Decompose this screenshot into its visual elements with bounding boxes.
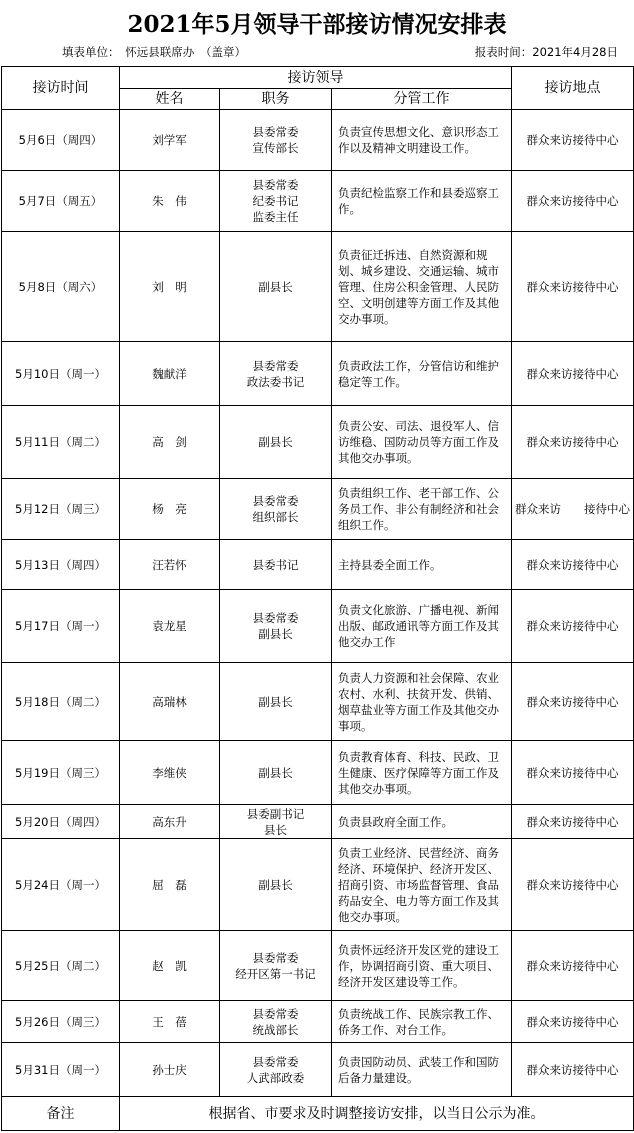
cell-date: 5月8日（周六） (2, 232, 120, 342)
table-row (2, 839, 634, 931)
cell-date: 5月12日（周三） (2, 479, 120, 540)
cell-work: 负责纪检监察工作和县委巡察工作。 (332, 171, 512, 232)
cell-date: 5月25日（周二） (2, 931, 120, 1001)
cell-name: 高瑞林 (120, 663, 220, 741)
cell-place: 群众来访接待中心 (512, 741, 634, 805)
table-row (2, 663, 634, 741)
cell-date: 5月24日（周一） (2, 839, 120, 931)
cell-position: 副县长 (220, 741, 332, 805)
note-label: 备注 (2, 1097, 120, 1131)
table-row (2, 342, 634, 406)
header-place: 接访地点 (512, 67, 634, 110)
cell-work: 负责工业经济、民营经济、商务经济、环境保护、经济开发区、招商引资、市场监督管理、食品药品安全、电力等方面工作及其他交办事项。 (332, 839, 512, 931)
table-row (2, 406, 634, 479)
cell-date: 5月6日（周四） (2, 110, 120, 171)
cell-work: 负责征迁拆违、自然资源和规划、城乡建设、交通运输、城市管理、住房公积金管理、人民防空、文明创建等方面工作及其他交办事项。 (332, 232, 512, 342)
cell-name: 高 剑 (120, 406, 220, 479)
cell-date: 5月31日（周一） (2, 1043, 120, 1097)
table-row (2, 741, 634, 805)
cell-name: 袁龙星 (120, 590, 220, 663)
cell-name: 高东升 (120, 805, 220, 839)
cell-place: 群众来访接待中心 (512, 232, 634, 342)
schedule-body (2, 110, 634, 1131)
cell-name: 魏献洋 (120, 342, 220, 406)
cell-place: 群众来访接待中心 (512, 1001, 634, 1043)
cell-name: 赵 凯 (120, 931, 220, 1001)
cell-work: 负责公安、司法、退役军人、信访维稳、国防动员等方面工作及其他交办事项。 (332, 406, 512, 479)
cell-name: 朱 伟 (120, 171, 220, 232)
cell-place: 群众来访接待中心 (512, 406, 634, 479)
cell-position: 县委常委 统战部长 (220, 1001, 332, 1043)
header-leader-group: 接访领导 (120, 67, 512, 89)
cell-date: 5月13日（周四） (2, 540, 120, 590)
cell-name: 屈 磊 (120, 839, 220, 931)
cell-position: 县委副书记 县长 (220, 805, 332, 839)
header-time: 接访时间 (2, 67, 120, 110)
cell-date: 5月7日（周五） (2, 171, 120, 232)
cell-name: 刘 明 (120, 232, 220, 342)
header-name: 姓名 (120, 89, 220, 110)
cell-date: 5月11日（周二） (2, 406, 120, 479)
page-title: 2021年5月领导干部接访情况安排表 (127, 11, 507, 38)
header-position: 职务 (220, 89, 332, 110)
cell-work: 负责教育体育、科技、民政、卫生健康、医疗保障等方面工作及其他交办事项。 (332, 741, 512, 805)
cell-position: 县委常委 组织部长 (220, 479, 332, 540)
cell-date: 5月20日（周四） (2, 805, 120, 839)
cell-work: 负责政法工作，分管信访和维护稳定等工作。 (332, 342, 512, 406)
cell-place: 群众来访接待中心 (512, 663, 634, 741)
cell-work: 负责统战工作、民族宗教工作、侨务工作、对台工作。 (332, 1001, 512, 1043)
table-row (2, 931, 634, 1001)
cell-position: 县委常委 宣传部长 (220, 110, 332, 171)
cell-name: 杨 亮 (120, 479, 220, 540)
fill-unit: 填表单位： 怀远县联席办 （盖章） (62, 45, 246, 59)
cell-name: 刘学军 (120, 110, 220, 171)
cell-name: 汪若怀 (120, 540, 220, 590)
cell-work: 负责文化旅游、广播电视、新闻出版、邮政通讯等方面工作及其他交办工作 (332, 590, 512, 663)
cell-date: 5月19日（周三） (2, 741, 120, 805)
schedule-table (1, 66, 634, 1131)
cell-position: 副县长 (220, 663, 332, 741)
cell-place: 群众来访接待中心 (512, 805, 634, 839)
cell-work: 负责宣传思想文化、意识形态工作以及精神文明建设工作。 (332, 110, 512, 171)
cell-position: 副县长 (220, 406, 332, 479)
table-row (2, 232, 634, 342)
cell-work: 负责人力资源和社会保障、农业农村、水利、扶贫开发、供销、烟草盐业等方面工作及其他交办事项。 (332, 663, 512, 741)
cell-date: 5月10日（周一） (2, 342, 120, 406)
cell-place: 群众来访接待中心 (512, 540, 634, 590)
cell-place: 群众来访接待中心 (512, 590, 634, 663)
table-row (2, 590, 634, 663)
report-time: 报表时间：2021年4月28日 (474, 45, 618, 59)
cell-place: 群众来访接待中心 (512, 839, 634, 931)
cell-name: 王 蓓 (120, 1001, 220, 1043)
cell-position: 县委常委 纪委书记 监委主任 (220, 171, 332, 232)
cell-name: 李维侠 (120, 741, 220, 805)
cell-place: 群众来访接待中心 (512, 110, 634, 171)
cell-work: 负责国防动员、武装工作和国防后备力量建设。 (332, 1043, 512, 1097)
cell-position: 县委常委 政法委书记 (220, 342, 332, 406)
cell-date: 5月26日（周三） (2, 1001, 120, 1043)
cell-position: 县委常委 人武部政委 (220, 1043, 332, 1097)
header-work: 分管工作 (332, 89, 512, 110)
table-row (2, 110, 634, 171)
cell-position: 副县长 (220, 839, 332, 931)
cell-work: 负责组织工作、老干部工作、公务员工作、非公有制经济和社会组织工作。 (332, 479, 512, 540)
table-row (2, 1043, 634, 1097)
cell-work: 负责怀远经济开发区党的建设工作，协调招商引资、重大项目、经济开发区建设等工作。 (332, 931, 512, 1001)
table-row (2, 171, 634, 232)
cell-date: 5月18日（周二） (2, 663, 120, 741)
cell-place: 群众来访 接待中心 (512, 479, 634, 540)
table-row (2, 540, 634, 590)
cell-position: 县委常委 经开区第一书记 (220, 931, 332, 1001)
cell-work: 主持县委全面工作。 (332, 540, 512, 590)
cell-place: 群众来访接待中心 (512, 1043, 634, 1097)
table-row (2, 479, 634, 540)
cell-date: 5月17日（周一） (2, 590, 120, 663)
cell-position: 县委书记 (220, 540, 332, 590)
table-row (2, 805, 634, 839)
note-text: 根据省、市要求及时调整接访安排，以当日公示为准。 (120, 1097, 634, 1131)
cell-place: 群众来访接待中心 (512, 931, 634, 1001)
cell-place: 群众来访接待中心 (512, 342, 634, 406)
cell-position: 县委常委 副县长 (220, 590, 332, 663)
cell-position: 副县长 (220, 232, 332, 342)
note-row (2, 1097, 634, 1131)
table-row (2, 1001, 634, 1043)
cell-place: 群众来访接待中心 (512, 171, 634, 232)
cell-name: 孙士庆 (120, 1043, 220, 1097)
cell-work: 负责县政府全面工作。 (332, 805, 512, 839)
